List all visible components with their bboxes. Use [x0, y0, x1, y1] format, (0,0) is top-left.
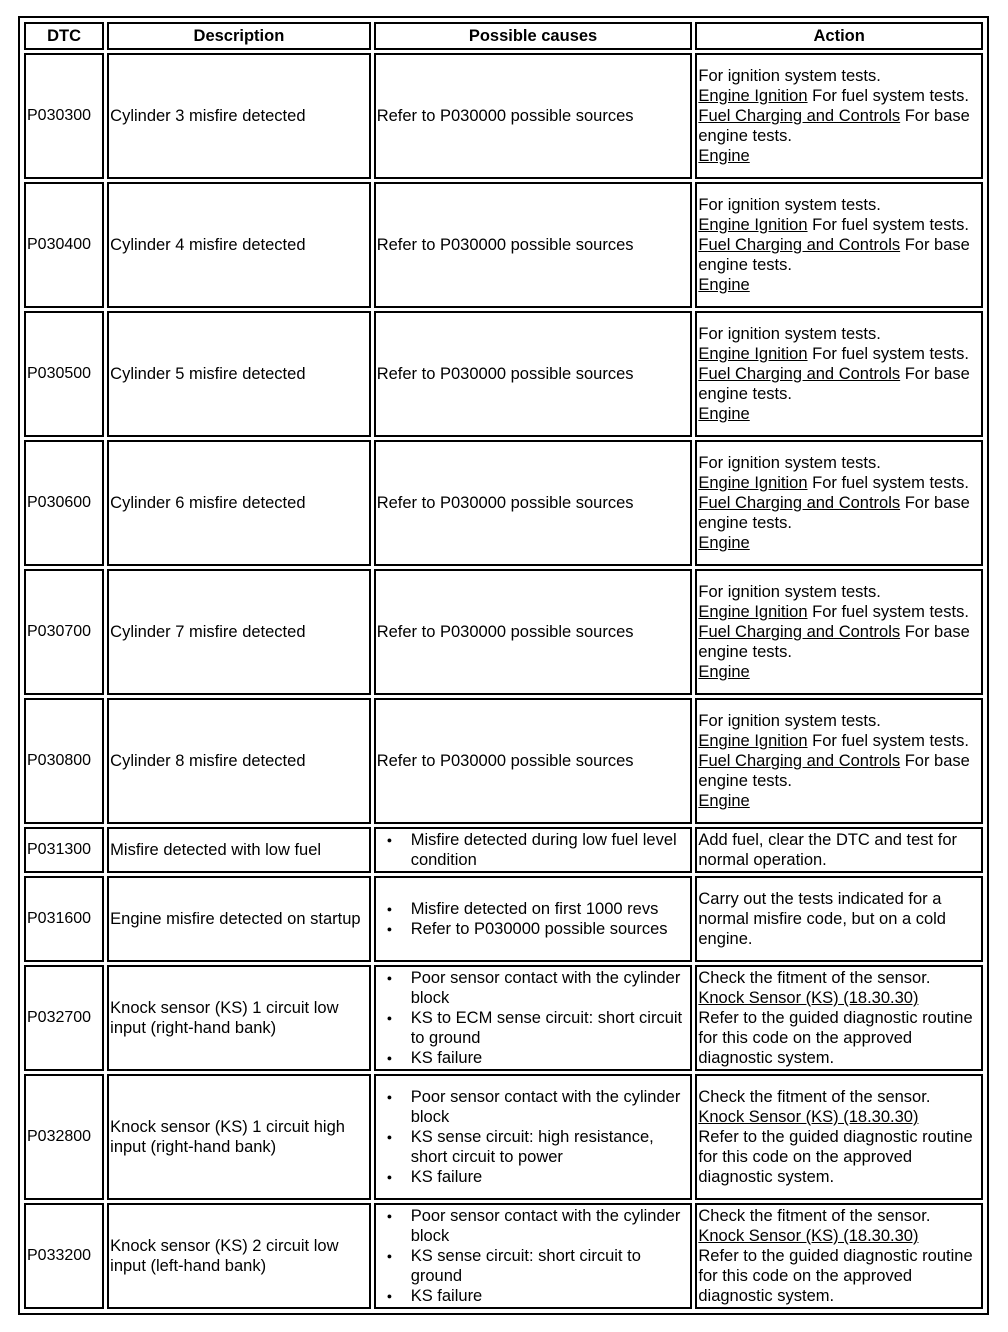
dtc-code: P033200	[24, 1203, 104, 1309]
cause-item: ● KS failure	[411, 1167, 690, 1187]
action-cell	[695, 1074, 983, 1200]
causes-cell	[374, 965, 693, 1071]
knock-sensor-link[interactable]: Knock Sensor (KS) (18.30.30)	[698, 1108, 919, 1126]
description-cell: Cylinder 5 misfire detected	[107, 311, 371, 437]
engine-link[interactable]: Engine	[698, 147, 750, 165]
cause-item: ● KS to ECM sense circuit: short circuit to ground	[411, 1008, 690, 1048]
table-row	[24, 569, 983, 695]
action-text: Refer to the guided diagnostic routine for this code on the approved diagnostic system.	[698, 1247, 973, 1305]
action-text: Refer to the guided diagnostic routine for this code on the approved diagnostic system.	[698, 1009, 973, 1067]
engine-link[interactable]: Engine	[698, 663, 750, 681]
description-cell: Knock sensor (KS) 1 circuit low input (right-hand bank)	[107, 965, 371, 1071]
cause-item: ● KS failure	[411, 1048, 690, 1068]
action-cell	[695, 569, 983, 695]
description-cell: Cylinder 7 misfire detected	[107, 569, 371, 695]
header-row	[24, 22, 983, 50]
table-row	[24, 1074, 983, 1200]
knock-sensor-link[interactable]: Knock Sensor (KS) (18.30.30)	[698, 1227, 919, 1245]
causes-list	[377, 968, 690, 1068]
action-text: For ignition system tests.	[698, 67, 881, 85]
header-dtc: DTC	[24, 22, 104, 50]
dtc-code: P030400	[24, 182, 104, 308]
cause-item: ● Poor sensor contact with the cylinder block	[411, 1206, 690, 1246]
dtc-table	[21, 19, 986, 1312]
header-possible-causes: Possible causes	[374, 22, 693, 50]
knock-sensor-link[interactable]: Knock Sensor (KS) (18.30.30)	[698, 989, 919, 1007]
cause-item: ● Misfire detected during low fuel level condition	[411, 830, 690, 870]
table-row	[24, 1203, 983, 1309]
causes-cell: Refer to P030000 possible sources	[374, 182, 693, 308]
action-text: For fuel system tests.	[807, 87, 969, 105]
fuel-charging-link[interactable]: Fuel Charging and Controls	[698, 494, 901, 512]
table-row	[24, 827, 983, 873]
causes-cell: Refer to P030000 possible sources	[374, 440, 693, 566]
description-cell: Knock sensor (KS) 1 circuit high input (right-hand bank)	[107, 1074, 371, 1200]
fuel-charging-link[interactable]: Fuel Charging and Controls	[698, 365, 901, 383]
header-description: Description	[107, 22, 371, 50]
dtc-code: P030700	[24, 569, 104, 695]
action-text: For fuel system tests.	[807, 345, 969, 363]
action-text: For ignition system tests.	[698, 196, 881, 214]
causes-cell: Refer to P030000 possible sources	[374, 53, 693, 179]
cause-item: ● Poor sensor contact with the cylinder block	[411, 968, 690, 1008]
causes-cell: Refer to P030000 possible sources	[374, 569, 693, 695]
table-row	[24, 440, 983, 566]
cause-item: ● Refer to P030000 possible sources	[411, 919, 690, 939]
cause-item: ● Misfire detected on first 1000 revs	[411, 899, 690, 919]
action-text: For base engine tests.	[698, 623, 970, 661]
action-text: For base engine tests.	[698, 494, 970, 532]
table-row	[24, 311, 983, 437]
engine-ignition-link[interactable]: Engine Ignition	[698, 732, 808, 750]
engine-link[interactable]: Engine	[698, 276, 750, 294]
cause-item: ● Poor sensor contact with the cylinder block	[411, 1087, 690, 1127]
engine-ignition-link[interactable]: Engine Ignition	[698, 474, 808, 492]
action-cell	[695, 53, 983, 179]
dtc-table-frame	[18, 16, 989, 1315]
cause-item: ● KS sense circuit: short circuit to ground	[411, 1246, 690, 1286]
causes-cell	[374, 1074, 693, 1200]
cause-item: ● KS sense circuit: high resistance, short circuit to power	[411, 1127, 690, 1167]
action-text: For base engine tests.	[698, 752, 970, 790]
fuel-charging-link[interactable]: Fuel Charging and Controls	[698, 752, 901, 770]
causes-cell	[374, 876, 693, 962]
engine-ignition-link[interactable]: Engine Ignition	[698, 216, 808, 234]
action-text: For ignition system tests.	[698, 325, 881, 343]
action-text: For base engine tests.	[698, 365, 970, 403]
causes-list	[377, 830, 690, 870]
action-text: For fuel system tests.	[807, 732, 969, 750]
dtc-code: P030500	[24, 311, 104, 437]
action-cell	[695, 311, 983, 437]
description-cell: Engine misfire detected on startup	[107, 876, 371, 962]
action-text: For ignition system tests.	[698, 454, 881, 472]
causes-list	[377, 1206, 690, 1306]
action-text: For base engine tests.	[698, 236, 970, 274]
action-cell: Add fuel, clear the DTC and test for normal operation.	[695, 827, 983, 873]
engine-ignition-link[interactable]: Engine Ignition	[698, 345, 808, 363]
dtc-code: P032700	[24, 965, 104, 1071]
cause-item: ● KS failure	[411, 1286, 690, 1306]
table-row	[24, 876, 983, 962]
action-cell	[695, 698, 983, 824]
action-cell	[695, 182, 983, 308]
action-text: For fuel system tests.	[807, 474, 969, 492]
fuel-charging-link[interactable]: Fuel Charging and Controls	[698, 236, 901, 254]
description-cell: Cylinder 6 misfire detected	[107, 440, 371, 566]
dtc-code: P031300	[24, 827, 104, 873]
fuel-charging-link[interactable]: Fuel Charging and Controls	[698, 107, 901, 125]
action-text: For ignition system tests.	[698, 712, 881, 730]
action-text: For fuel system tests.	[807, 603, 969, 621]
description-cell: Cylinder 8 misfire detected	[107, 698, 371, 824]
action-cell	[695, 1203, 983, 1309]
description-cell: Cylinder 4 misfire detected	[107, 182, 371, 308]
action-cell: Carry out the tests indicated for a normal misfire code, but on a cold engine.	[695, 876, 983, 962]
action-text: For ignition system tests.	[698, 583, 881, 601]
action-text: Refer to the guided diagnostic routine for this code on the approved diagnostic system.	[698, 1128, 973, 1186]
action-text: For base engine tests.	[698, 107, 970, 145]
engine-ignition-link[interactable]: Engine Ignition	[698, 603, 808, 621]
engine-link[interactable]: Engine	[698, 792, 750, 810]
header-action: Action	[695, 22, 983, 50]
action-text: Check the fitment of the sensor.	[698, 1088, 931, 1106]
table-row	[24, 53, 983, 179]
dtc-code: P030800	[24, 698, 104, 824]
causes-cell: Refer to P030000 possible sources	[374, 311, 693, 437]
causes-cell: Refer to P030000 possible sources	[374, 698, 693, 824]
description-cell: Knock sensor (KS) 2 circuit low input (left-hand bank)	[107, 1203, 371, 1309]
causes-list	[377, 1087, 690, 1187]
causes-cell	[374, 827, 693, 873]
causes-list	[377, 899, 690, 939]
dtc-code: P031600	[24, 876, 104, 962]
description-cell: Misfire detected with low fuel	[107, 827, 371, 873]
action-cell	[695, 440, 983, 566]
engine-link[interactable]: Engine	[698, 405, 750, 423]
causes-cell	[374, 1203, 693, 1309]
description-cell: Cylinder 3 misfire detected	[107, 53, 371, 179]
dtc-code: P030300	[24, 53, 104, 179]
action-text: Check the fitment of the sensor.	[698, 969, 931, 987]
fuel-charging-link[interactable]: Fuel Charging and Controls	[698, 623, 901, 641]
dtc-code: P032800	[24, 1074, 104, 1200]
table-row	[24, 965, 983, 1071]
engine-ignition-link[interactable]: Engine Ignition	[698, 87, 808, 105]
dtc-code: P030600	[24, 440, 104, 566]
engine-link[interactable]: Engine	[698, 534, 750, 552]
table-row	[24, 182, 983, 308]
table-row	[24, 698, 983, 824]
action-cell	[695, 965, 983, 1071]
action-text: Check the fitment of the sensor.	[698, 1207, 931, 1225]
action-text: For fuel system tests.	[807, 216, 969, 234]
